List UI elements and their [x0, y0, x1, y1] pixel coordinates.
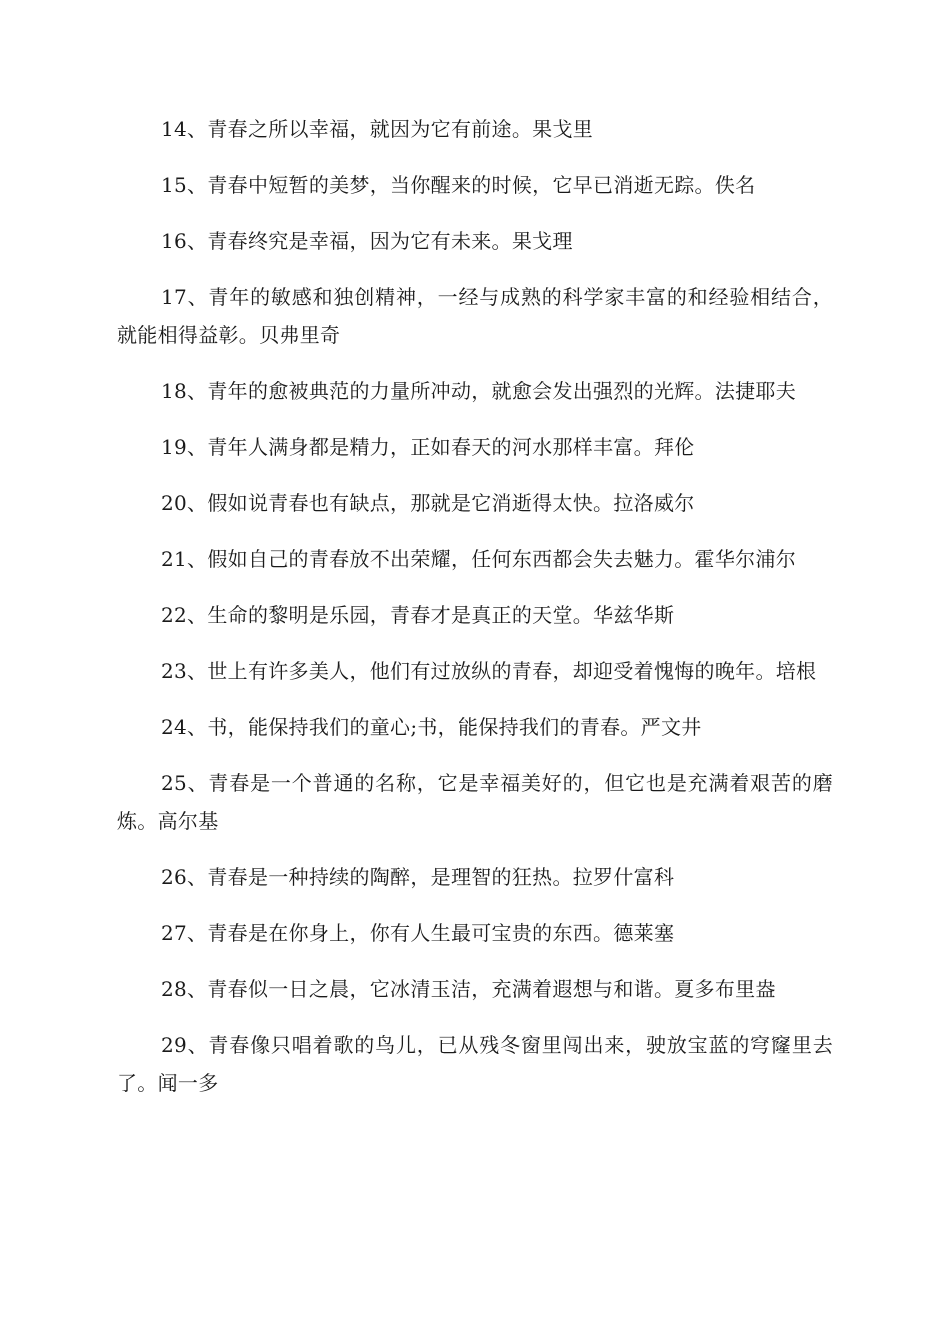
quote-paragraph: 22、生命的黎明是乐园，青春才是真正的天堂。华兹华斯	[161, 603, 675, 627]
quote-paragraph: 26、青春是一种持续的陶醉，是理智的狂热。拉罗什富科	[161, 865, 675, 889]
quote-paragraph: 29、青春像只唱着歌的鸟儿，已从残冬窗里闯出来，驶放宝蓝的穹窿里去了。闻一多	[117, 1033, 833, 1095]
quote-paragraph: 18、青年的愈被典范的力量所冲动，就愈会发出强烈的光辉。法捷耶夫	[161, 379, 797, 403]
quote-paragraph: 24、书，能保持我们的童心;书，能保持我们的青春。严文井	[161, 715, 702, 739]
quote-paragraph: 15、青春中短暂的美梦，当你醒来的时候，它早已消逝无踪。佚名	[161, 173, 756, 197]
quote-paragraph: 14、青春之所以幸福，就因为它有前途。果戈里	[161, 117, 594, 141]
quote-paragraph: 28、青春似一日之晨，它冰清玉洁，充满着遐想与和谐。夏多布里盎	[161, 977, 776, 1001]
quote-paragraph: 16、青春终究是幸福，因为它有未来。果戈理	[161, 229, 573, 253]
quote-paragraph: 20、假如说青春也有缺点，那就是它消逝得太快。拉洛威尔	[161, 491, 695, 515]
quote-paragraph: 27、青春是在你身上，你有人生最可宝贵的东西。德莱塞	[161, 921, 675, 945]
quote-paragraph: 23、世上有许多美人，他们有过放纵的青春，却迎受着愧悔的晚年。培根	[161, 659, 817, 683]
quote-paragraph: 25、青春是一个普通的名称，它是幸福美好的，但它也是充满着艰苦的磨炼。高尔基	[117, 771, 833, 833]
quote-paragraph: 19、青年人满身都是精力，正如春天的河水那样丰富。拜伦	[161, 435, 695, 459]
quote-paragraph: 21、假如自己的青春放不出荣耀，任何东西都会失去魅力。霍华尔浦尔	[161, 547, 797, 571]
document-body	[117, 110, 833, 1120]
quote-paragraph: 17、青年的敏感和独创精神，一经与成熟的科学家丰富的和经验相结合，就能相得益彰。贝弗里奇	[117, 285, 833, 347]
